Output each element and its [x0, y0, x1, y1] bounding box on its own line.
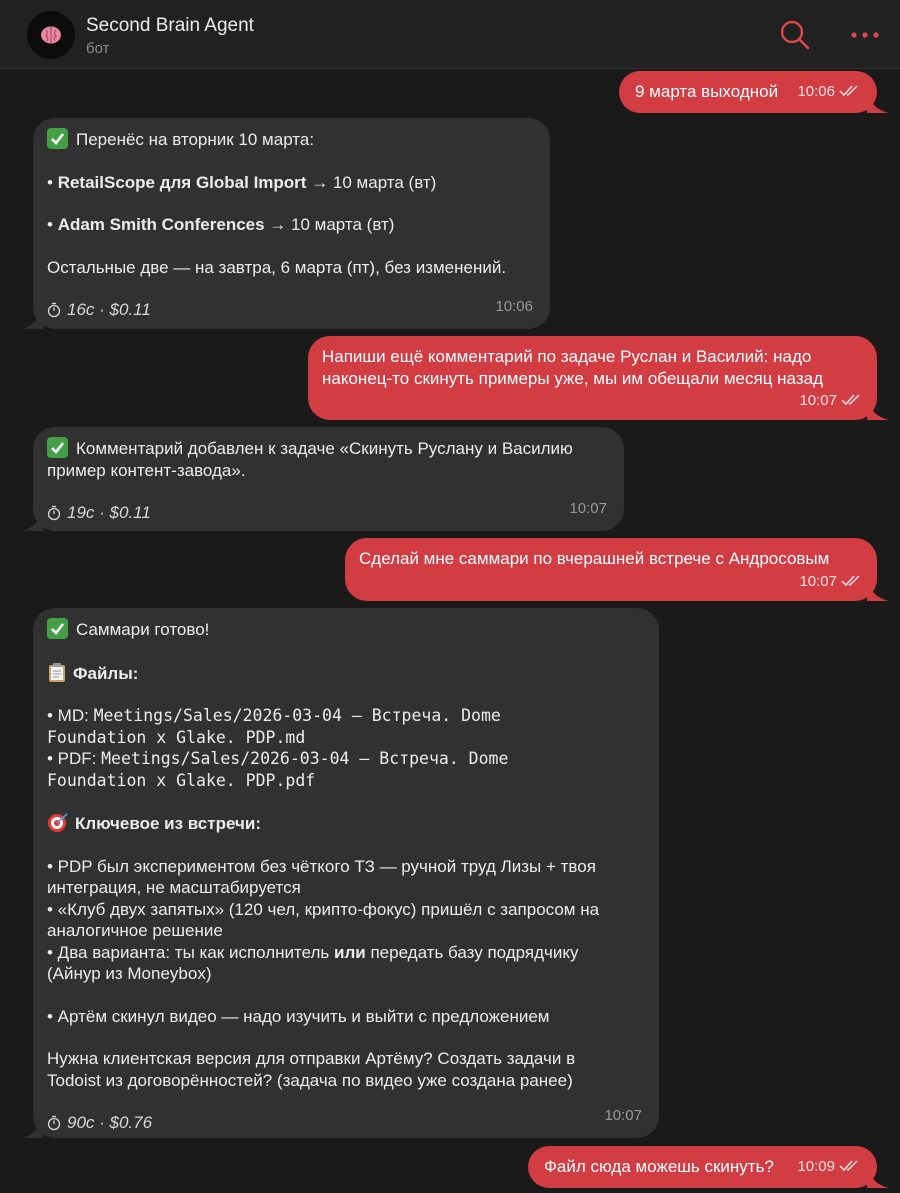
bubble-tail [867, 398, 889, 420]
double-check-icon [841, 575, 861, 587]
stopwatch-icon [47, 302, 61, 318]
bubble-tail [867, 1166, 889, 1188]
chat-subtitle: бот [86, 40, 110, 57]
incoming-message[interactable]: Перенёс на вторник 10 марта: • RetailScope для Global Import → 10 марта (вт) • Adam Smith Conferences → 10 марта (вт) Остальные две — на завтра, 6 марта (пт), без изменений. 16с · $0.11 10:06 [33, 118, 550, 329]
response-stats: 90с · $0.76 [67, 1113, 153, 1132]
message-time: 10:06 [797, 82, 835, 100]
bubble-tail [867, 579, 889, 601]
message-text: Саммари готово! [76, 620, 210, 639]
file-label: • MD: [47, 706, 94, 725]
chat-header [0, 0, 900, 69]
file-path[interactable]: Foundation x Glake. PDP.pdf [47, 770, 316, 790]
task-name: Adam Smith Conferences [57, 215, 265, 234]
check-mark-icon [47, 437, 68, 458]
outgoing-message[interactable] [308, 336, 877, 420]
avatar[interactable] [27, 11, 75, 59]
stopwatch-icon [47, 505, 61, 521]
bubble-tail [867, 91, 889, 113]
bullet-item: передать базу подрядчику [365, 942, 579, 962]
message-text: Комментарий добавлен к задаче «Скинуть Руслану и Василию [76, 439, 573, 458]
bullet-emphasis: или [334, 942, 366, 962]
bubble-tail [21, 1116, 43, 1138]
bubble-tail [21, 307, 43, 329]
check-mark-icon [47, 618, 68, 639]
message-text: Остальные две — на завтра, 6 марта (пт), без изменений. [47, 257, 507, 277]
section-heading: Файлы: [73, 663, 139, 683]
clipboard-icon [47, 662, 67, 683]
bullet-item: • Два варианта: ты как исполнитель [47, 942, 335, 962]
message-text: Перенёс на вторник 10 марта: [76, 130, 315, 149]
bullet-item: • Артём скинул видео — надо изучить и выйти с предложением [47, 1006, 550, 1026]
check-mark-icon [47, 128, 68, 149]
outgoing-message[interactable] [619, 71, 877, 113]
file-path[interactable]: Meetings/Sales/2026-03-04 — Встреча. Dome [93, 706, 501, 725]
file-path[interactable]: Foundation x Glake. PDP.md [47, 727, 306, 747]
double-check-icon [841, 394, 861, 406]
bubble-tail [21, 509, 43, 531]
double-check-icon [839, 1160, 859, 1172]
task-date: → 10 марта (вт) [264, 215, 395, 234]
double-check-icon [839, 85, 859, 97]
message-list[interactable] [0, 69, 900, 1193]
search-icon [778, 18, 812, 52]
message-text: Напиши ещё комментарий по задаче Руслан и Василий: надо [322, 347, 812, 366]
message-time: 10:07 [799, 391, 837, 409]
task-name: RetailScope для Global Import [57, 172, 307, 192]
incoming-message[interactable] [33, 427, 624, 531]
message-time: 10:06 [495, 297, 533, 315]
file-path[interactable]: Meetings/Sales/2026-03-04 — Встреча. Dome [101, 749, 509, 768]
chat-title[interactable]: Second Brain Agent [86, 15, 254, 36]
message-text: Нужна клиентская версия для отправки Артёму? Создать задачи в [47, 1049, 576, 1068]
bullet-item: (Айнур из Moneybox) [47, 964, 212, 983]
message-text: наконец-то скинуть примеры уже, мы им обещали месяц назад [322, 368, 823, 388]
more-button[interactable] [848, 18, 882, 52]
more-icon [848, 18, 882, 52]
file-label: • PDF: [47, 749, 102, 768]
brain-icon [40, 25, 62, 45]
bullet-item: • PDP был экспериментом без чёткого ТЗ — ручной труд Лизы + твоя [47, 856, 596, 876]
message-text: 9 марта выходной [635, 82, 779, 101]
search-button[interactable] [778, 18, 812, 52]
message-time: 10:07 [569, 499, 607, 517]
message-time: 10:09 [797, 1157, 835, 1175]
outgoing-message[interactable] [345, 538, 877, 601]
message-text: Сделай мне саммари по вчерашней встрече с Андросовым [359, 549, 830, 568]
target-icon [47, 812, 69, 833]
message-time: 10:07 [604, 1106, 642, 1124]
response-stats: 16с · $0.11 [67, 300, 151, 319]
message-text: Файл сюда можешь скинуть? [544, 1157, 774, 1176]
section-heading: Ключевое из встречи: [75, 814, 261, 833]
bullet-item: • «Клуб двух запятых» (120 чел, крипто-фокус) пришёл с запросом на [47, 899, 600, 919]
stopwatch-icon [47, 1115, 61, 1131]
outgoing-message[interactable] [528, 1146, 877, 1188]
incoming-message[interactable] [33, 608, 659, 1138]
message-text: Todoist из договорённостей? (задача по видео уже создана ранее) [47, 1070, 573, 1090]
response-stats: 19с · $0.11 [67, 503, 151, 522]
task-date: → 10 марта (вт) [306, 172, 437, 192]
bullet-item: аналогичное решение [47, 921, 223, 940]
bullet-item: интеграция, не масштабируется [47, 878, 301, 897]
message-time: 10:07 [799, 572, 837, 590]
message-text: пример контент-завода». [47, 460, 246, 480]
